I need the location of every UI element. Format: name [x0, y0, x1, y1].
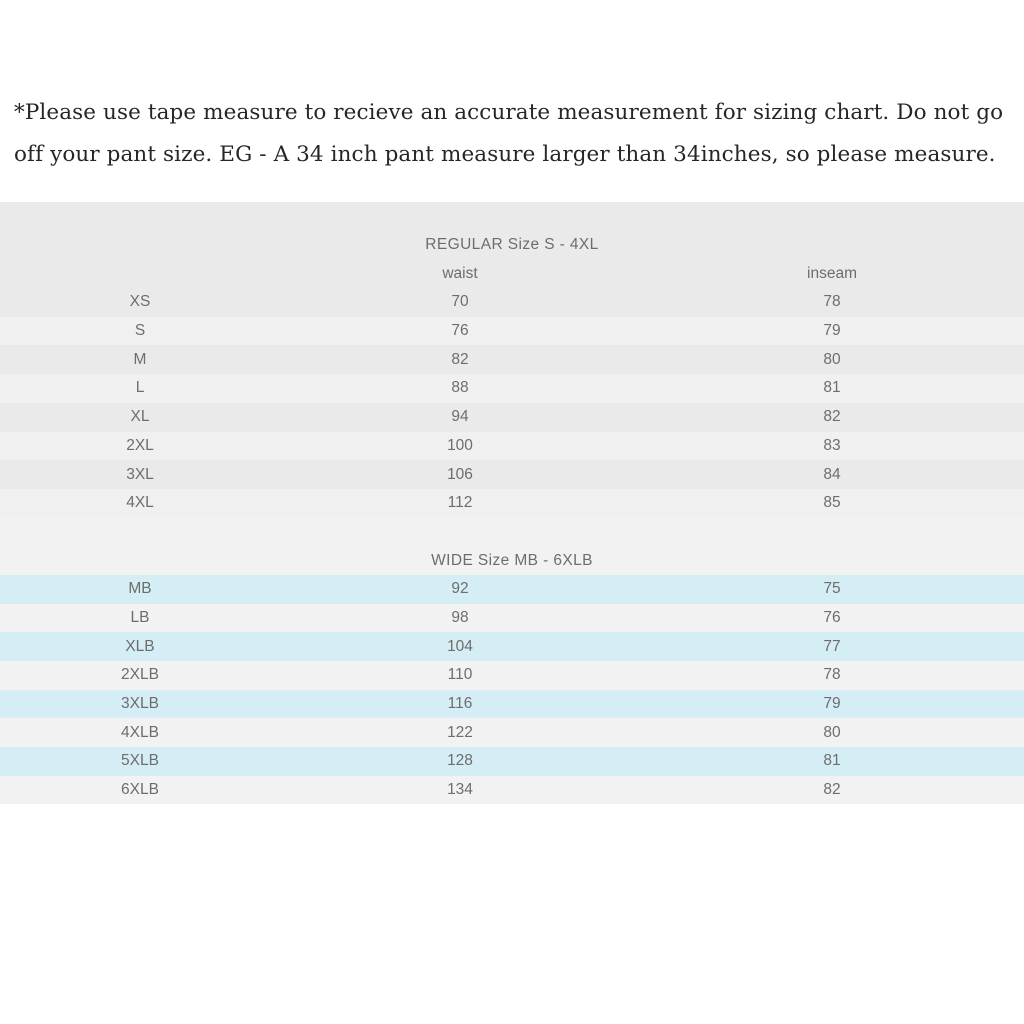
row-size: 3XLB — [0, 690, 280, 719]
row-inseam: 85 — [640, 489, 1024, 518]
regular-section-title-row — [0, 231, 1024, 260]
row-inseam: 77 — [640, 632, 1024, 661]
row-inseam: 79 — [640, 690, 1024, 719]
row-waist: 82 — [280, 345, 640, 374]
row-waist: 106 — [280, 460, 640, 489]
row-inseam: 80 — [640, 718, 1024, 747]
row-size: 5XLB — [0, 747, 280, 776]
table-bottom-spacer — [0, 804, 1024, 833]
table-row — [0, 661, 1024, 690]
row-inseam: 82 — [640, 776, 1024, 805]
table-row — [0, 718, 1024, 747]
row-waist: 98 — [280, 604, 640, 633]
size-chart-table — [0, 202, 1024, 833]
row-size: M — [0, 345, 280, 374]
column-header-size — [0, 259, 280, 288]
row-size: 2XL — [0, 432, 280, 461]
table-row — [0, 489, 1024, 518]
row-inseam: 81 — [640, 374, 1024, 403]
table-row — [0, 776, 1024, 805]
table-row — [0, 432, 1024, 461]
row-waist: 104 — [280, 632, 640, 661]
row-size: XL — [0, 403, 280, 432]
row-size: XS — [0, 288, 280, 317]
row-size: 3XL — [0, 460, 280, 489]
table-row — [0, 632, 1024, 661]
measurement-note-line-1: *Please use tape measure to recieve an accurate measurement for sizing chart. Do not go — [14, 100, 1004, 125]
row-inseam: 81 — [640, 747, 1024, 776]
row-inseam: 78 — [640, 288, 1024, 317]
row-inseam: 79 — [640, 317, 1024, 346]
row-size: S — [0, 317, 280, 346]
measurement-note-line-2: off your pant size. EG - A 34 inch pant measure larger than 34inches, so please measure. — [14, 142, 996, 167]
table-top-spacer — [0, 202, 1024, 231]
row-inseam: 78 — [640, 661, 1024, 690]
row-waist: 112 — [280, 489, 640, 518]
row-size: MB — [0, 575, 280, 604]
row-size: XLB — [0, 632, 280, 661]
size-chart-table-block — [0, 202, 1024, 833]
row-size: LB — [0, 604, 280, 633]
row-size: 2XLB — [0, 661, 280, 690]
row-size: 4XL — [0, 489, 280, 518]
row-waist: 70 — [280, 288, 640, 317]
table-row — [0, 690, 1024, 719]
row-size: L — [0, 374, 280, 403]
table-row — [0, 747, 1024, 776]
table-row — [0, 403, 1024, 432]
row-inseam: 75 — [640, 575, 1024, 604]
row-size: 6XLB — [0, 776, 280, 805]
row-inseam: 83 — [640, 432, 1024, 461]
size-chart-body — [0, 202, 1024, 833]
column-header-waist: waist — [280, 259, 640, 288]
row-waist: 92 — [280, 575, 640, 604]
table-row — [0, 460, 1024, 489]
column-header-inseam: inseam — [640, 259, 1024, 288]
row-inseam: 76 — [640, 604, 1024, 633]
row-waist: 122 — [280, 718, 640, 747]
row-waist: 94 — [280, 403, 640, 432]
row-waist: 88 — [280, 374, 640, 403]
measurement-note — [0, 92, 1024, 176]
row-waist: 100 — [280, 432, 640, 461]
table-row — [0, 575, 1024, 604]
row-inseam: 80 — [640, 345, 1024, 374]
table-row — [0, 288, 1024, 317]
row-inseam: 84 — [640, 460, 1024, 489]
row-waist: 110 — [280, 661, 640, 690]
row-waist: 116 — [280, 690, 640, 719]
wide-section-title-row — [0, 546, 1024, 575]
regular-section-title: REGULAR Size S - 4XL — [0, 231, 1024, 260]
wide-section-title: WIDE Size MB - 6XLB — [0, 546, 1024, 575]
row-waist: 134 — [280, 776, 640, 805]
table-row — [0, 374, 1024, 403]
row-size: 4XLB — [0, 718, 280, 747]
table-row — [0, 317, 1024, 346]
row-waist: 128 — [280, 747, 640, 776]
section-spacer — [0, 518, 1024, 547]
row-waist: 76 — [280, 317, 640, 346]
row-inseam: 82 — [640, 403, 1024, 432]
table-row — [0, 345, 1024, 374]
table-row — [0, 604, 1024, 633]
column-header-row — [0, 259, 1024, 288]
